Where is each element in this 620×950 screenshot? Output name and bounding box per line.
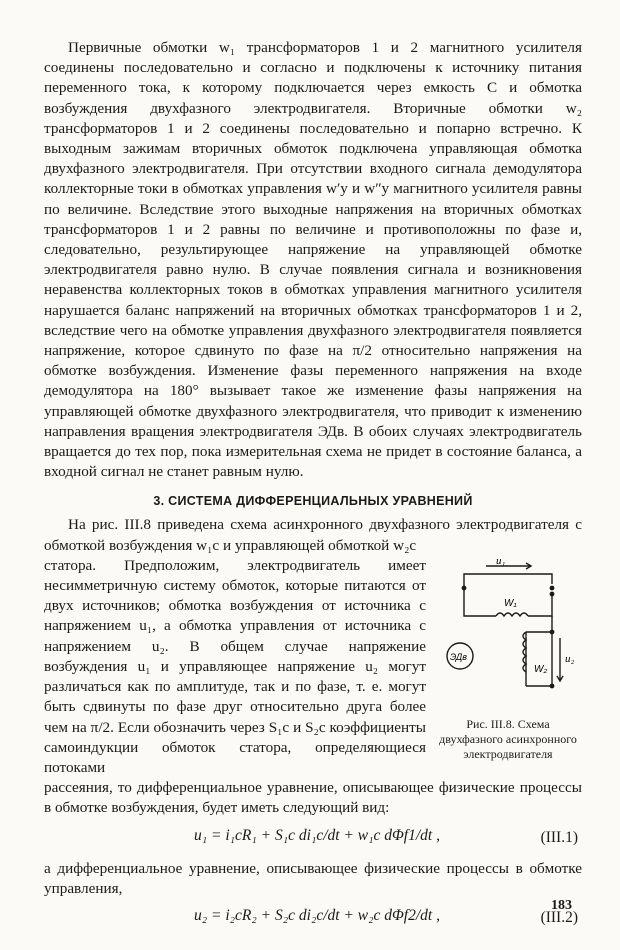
label-w1: W₁ <box>504 597 517 609</box>
equation-1-body: u₁ = i₁сR₁ + S₁с di₁с/dt + w₁с dΦf1/dt , <box>194 826 440 844</box>
label-w2: W₂ <box>534 663 548 675</box>
figure-caption: Рис. III.8. Схема двухфазного асинхронного электродвигателя <box>439 716 577 761</box>
equation-2-body: u₂ = i₂сR₂ + S₂с di₂с/dt + w₂с dΦf2/dt , <box>194 906 440 924</box>
equation-2 <box>44 899 582 939</box>
paragraph-2-end: рассеяния, то дифференциальное уравнение, описывающее физические процессы в обмотке возбуждения, будет иметь следующий вид: <box>44 779 582 817</box>
equation-1-number: (III.1) <box>540 828 578 846</box>
label-motor: ЭДв <box>450 651 467 662</box>
paragraph-2-body: статора. Предположим, электродвигатель имеет несимметричную систему обмоток, которые питаются от двух источников; обмотка возбуждения от источника с напряжением u₁, а обмотка управления от источника с напряжением u₂. В общем случае напряжение возбуждения u₁ и управляющее напряжение u₂ могут различаться как по амплитуде, так и по фазе, т. е. могут быть сдвинуты по фазе друг относительно друга более чем на π/2. Если обозначить через S₁с и S₂с коэффициенты самоиндукции обмоток статора, определяющиеся потоками <box>44 556 426 776</box>
figure-wrap <box>44 556 582 778</box>
paragraph-2-intro: На рис. III.8 приведена схема асинхронного двухфазного электродвигателя с обмоткой возбуждения w₁с и управляющей обмоткой w₂с <box>44 516 582 554</box>
label-u2: u₂ <box>565 652 575 665</box>
page-number: 183 <box>551 898 572 913</box>
equation-1 <box>44 819 582 859</box>
equation-2-number: (III.2) <box>540 908 578 926</box>
section-heading: 3. СИСТЕМА ДИФФЕРЕНЦИАЛЬНЫХ УРАВНЕНИЙ <box>153 494 473 509</box>
paragraph-3: а дифференциальное уравнение, описывающее физические процессы в обмотке управления, <box>44 859 582 897</box>
page-body <box>44 38 582 939</box>
motor-circuit-diagram <box>434 556 582 706</box>
figure-iii-8 <box>434 556 582 762</box>
label-u1: u₁ <box>496 555 506 567</box>
paragraph-1: Первичные обмотки w₁ трансформаторов 1 и 2 магнитного усилителя соединены последовательно и согласно и подключены к источнику питания переменного тока, к которому подключается через емкость С и обмотка возбуждения двухфазного электродвигателя. Вторичные обмотки w₂ трансформаторов 1 и 2 соединены последовательно и попарно встречно. К выходным зажимам вторичных обмоток подключена управляющая обмотка двухфазного электродвигателя. При отсутствии входного сигнала демодулятора коллекторные токи в обмотках управления w′у и w″у магнитного усилителя равны по величине. Вследствие этого выходные напряжения на вторичных обмотках трансформаторов 1 и 2 равны по величине и противоположны по фазе и, следовательно, результирующее напряжение на управляющей обмотке электродвигателя равно нулю. В случае появления сигнала и возникновения неравенства коллекторных токов в обмотках управления магнитного усилителя нарушается баланс напряжений на вторичных обмотках трансформаторов 1 и 2, вследствие чего на обмотке управления двухфазного электродвигателя появляется напряжение, которое сдвинуто по фазе на π/2 относительно напряжения на обмотке возбуждения. Изменение фазы переменного напряжения на входе демодулятора на 180° вызывает такое же изменение фазы напряжения на управляющей обмотке двухфазного электродвигателя, что приводит к изменению направления вращения электродвигателя ЭДв. В обоих случаях электродвигатель вращается до тех пор, пока измерительная схема не придет в состояние баланса, а входной сигнал не станет равным нулю. <box>44 39 582 481</box>
